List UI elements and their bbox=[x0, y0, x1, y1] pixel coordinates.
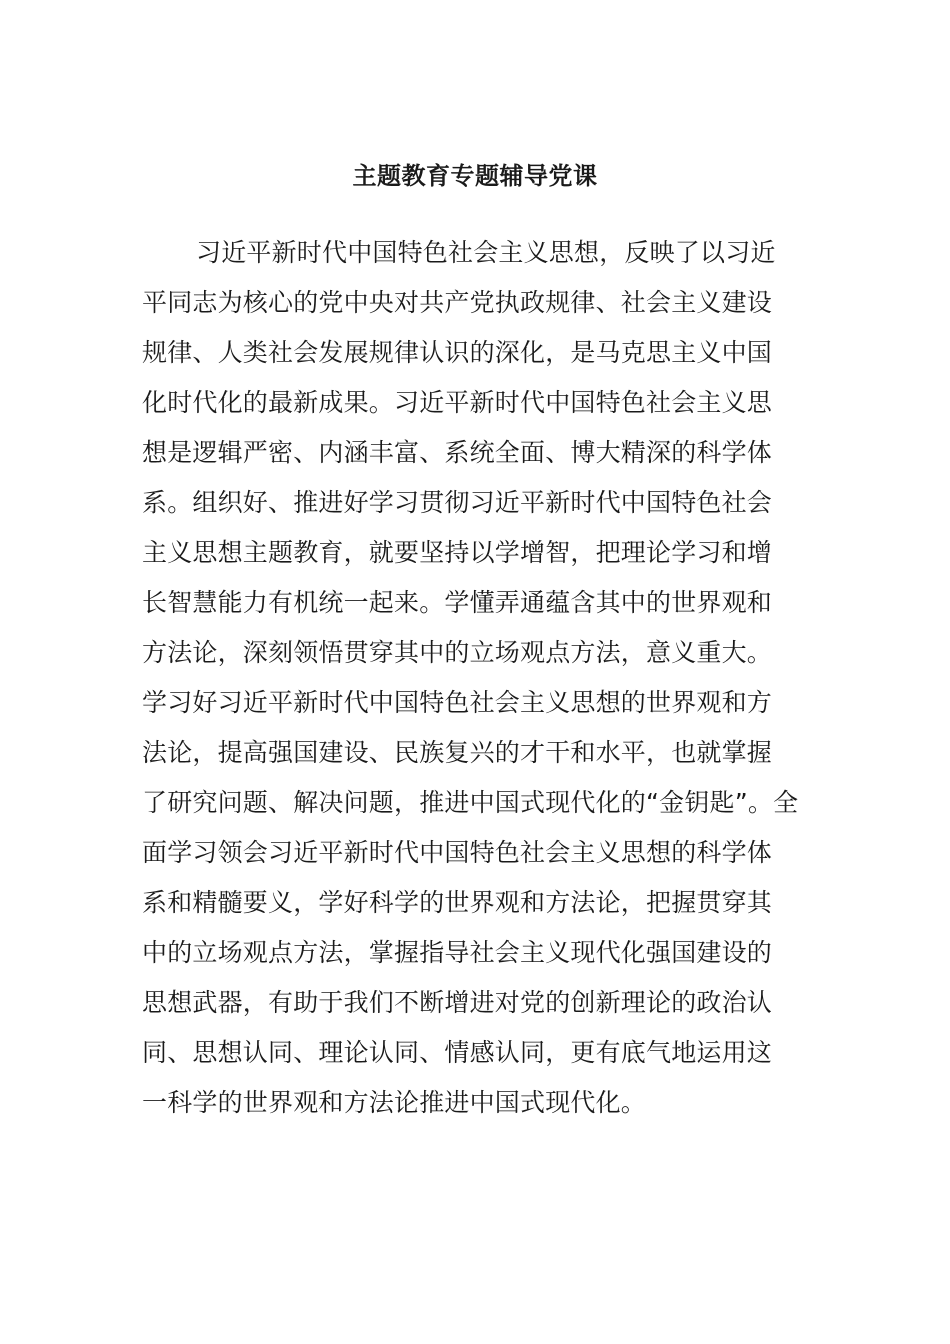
paragraph-line: 系和精髓要义，学好科学的世界观和方法论，把握贯穿其 bbox=[142, 888, 773, 917]
paragraph-line: 长智慧能力有机统一起来。学懂弄通蕴含其中的世界观和 bbox=[142, 588, 773, 617]
paragraph-line: 习近平新时代中国特色社会主义思想，反映了以习近 bbox=[196, 238, 776, 267]
paragraph-line: 规律、人类社会发展规律认识的深化，是马克思主义中国 bbox=[142, 338, 773, 367]
paragraph-line: 想是逻辑严密、内涵丰富、系统全面、博大精深的科学体 bbox=[142, 438, 773, 467]
paragraph-line: 思想武器，有助于我们不断增进对党的创新理论的政治认 bbox=[142, 988, 773, 1017]
paragraph-line: 方法论，深刻领悟贯穿其中的立场观点方法，意义重大。 bbox=[142, 638, 773, 667]
paragraph-line: 面学习领会习近平新时代中国特色社会主义思想的科学体 bbox=[142, 838, 773, 867]
paragraph-line: 系。组织好、推进好学习贯彻习近平新时代中国特色社会 bbox=[142, 488, 773, 517]
document-paragraph bbox=[142, 228, 822, 1128]
paragraph-line: 学习好习近平新时代中国特色社会主义思想的世界观和方 bbox=[142, 688, 773, 717]
document-title: 主题教育专题辅导党课 bbox=[352, 162, 598, 190]
paragraph-line: 中的立场观点方法，掌握指导社会主义现代化强国建设的 bbox=[142, 938, 773, 967]
paragraph-line: 主义思想主题教育，就要坚持以学增智，把理论学习和增 bbox=[142, 538, 773, 567]
paragraph-line: 法论，提高强国建设、民族复兴的才干和水平，也就掌握 bbox=[142, 738, 773, 767]
paragraph-line: 同、思想认同、理论认同、情感认同，更有底气地运用这 bbox=[142, 1038, 773, 1067]
paragraph-line: 化时代化的最新成果。习近平新时代中国特色社会主义思 bbox=[142, 388, 773, 417]
paragraph-line: 平同志为核心的党中央对共产党执政规律、社会主义建设 bbox=[142, 288, 773, 317]
paragraph-line: 一科学的世界观和方法论推进中国式现代化。 bbox=[142, 1088, 647, 1117]
paragraph-line: 了研究问题、解决问题，推进中国式现代化的“金钥匙”。全 bbox=[142, 788, 799, 817]
